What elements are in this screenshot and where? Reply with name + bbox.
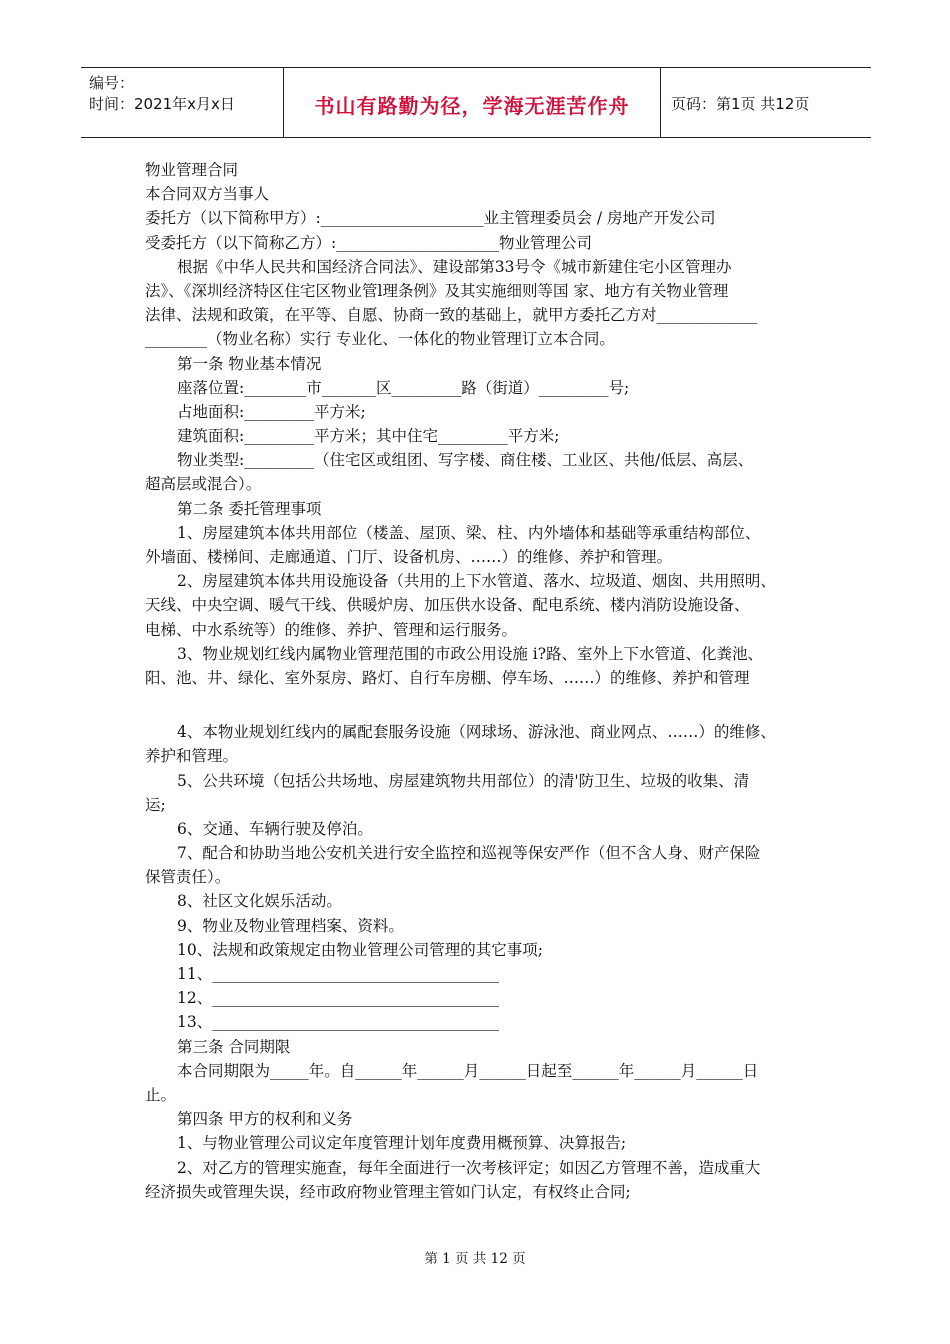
paragraph-line: 外墙面、楼梯间、走廊通道、门厅、设备机房、……）的维修、养护和管理。 [145, 548, 673, 566]
paragraph-line: 根据《中华人民共和国经济合同法》、建设部第33号令《城市新建住宅小区管理办 [177, 257, 732, 276]
paragraph-line: 阳、池、井、绿化、室外泵房、路灯、自行车房棚、停车场、……）的维修、养护和管理 [145, 668, 750, 687]
paragraph-line: 2、房屋建筑本体共用设施设备（共用的上下水管道、落水、垃圾道、烟囱、共用照明、 [177, 572, 776, 591]
paragraph-line: 8、社区文化娱乐活动。 [177, 892, 342, 911]
paragraph-line: 1、房屋建筑本体共用部位（楼盖、屋顶、梁、柱、内外墙体和基础等承重结构部位、 [177, 523, 761, 542]
document-date: 时间：2021年x月x日 [89, 95, 235, 113]
paragraph-line: 占地面积:_________平方米; [177, 402, 366, 421]
header-motto-cell [284, 68, 661, 137]
paragraph-line: 法律、法规和政策，在平等、自愿、协商一致的基础上，就甲方委托乙方对_____________ [145, 306, 758, 325]
paragraph-line: 建筑面积:_________平方米；其中住宅_________平方米; [177, 427, 560, 446]
page-number-info: 页码：第1页 共12页 [671, 95, 810, 113]
header-left-cell [81, 68, 284, 137]
paragraph-line: 6、交通、车辆行驶及停泊。 [177, 819, 373, 838]
paragraph-line: 12、_____________________________________ [177, 989, 499, 1008]
paragraph-line: 11、_____________________________________ [177, 965, 499, 983]
paragraph-line: 2、对乙方的管理实施查，每年全面进行一次考核评定；如因乙方管理不善，造成重大 [177, 1158, 761, 1177]
paragraph-line: 保管责任）。 [145, 868, 231, 887]
paragraph-line: 止。 [145, 1085, 177, 1104]
paragraph-line: 1、与物业管理公司议定年度管理计划年度费用概预算、决算报告; [177, 1134, 627, 1153]
paragraph-line: 7、配合和协助当地公安机关进行安全监控和巡视等保安严作（但不含人身、财产保险 [177, 844, 761, 863]
paragraph-line: 座落位置:________市_______区_________路（街道）_________号; [177, 378, 630, 397]
paragraph-line: ________（物业名称）实行 专业化、一体化的物业管理订立本合同。 [145, 330, 615, 349]
header-page-cell [661, 68, 871, 137]
header-table [81, 67, 871, 138]
article-heading: 第一条 物业基本情况 [177, 354, 322, 373]
document-code-label: 编号： [89, 74, 135, 92]
blank-space [145, 690, 820, 720]
document-title: 物业管理合同 [145, 161, 239, 179]
paragraph-line: 电梯、中水系统等）的维修、养护、管理和运行服务。 [145, 620, 518, 639]
paragraph-line: 经济损失或管理失误，经市政府物业管理主管如门认定，有权终止合同; [145, 1182, 631, 1201]
article-heading: 第四条 甲方的权利和义务 [177, 1110, 353, 1129]
article-heading: 第二条 委托管理事项 [177, 499, 322, 518]
contract-body [145, 158, 820, 1204]
paragraph-line: 天线、中央空调、暖气干线、供暖炉房、加压供水设备、配电系统、楼内消防设施设备、 [145, 596, 750, 615]
motto-text: 书山有路勤为径，学海无涯苦作舟 [314, 94, 630, 118]
paragraph-line: 9、物业及物业管理档案、资料。 [177, 916, 404, 935]
paragraph-line: 物业类型:_________（住宅区或组团、写字楼、商住楼、工业区、共他/低层、高层、 [177, 451, 754, 470]
paragraph-line: 13、_____________________________________ [177, 1013, 499, 1032]
article-heading: 第三条 合同期限 [177, 1037, 291, 1056]
page-footer: 第 1 页 共 12 页 [424, 1251, 526, 1267]
party-a-line: 委托方（以下简称甲方）:_____________________业主管理委员会 / 房地产开发公司 [145, 209, 716, 228]
paragraph-line: 法》、《深圳经济特区住宅区物业管l理条例》及其实施细则等国 家、地方有关物业管理 [145, 281, 729, 300]
parties-heading: 本合同双方当事人 [145, 185, 270, 204]
paragraph-line: 养护和管理。 [145, 747, 239, 766]
party-b-line: 受委托方（以下简称乙方）:_____________________物业管理公司 [145, 233, 592, 252]
paragraph-line: 5、公共环境（包括公共场地、房屋建筑物共用部位）的清'防卫生、垃圾的收集、清 [177, 771, 750, 790]
paragraph-line: 本合同期限为_____年。自______年______月______日起至______年______月______日 [177, 1061, 759, 1080]
paragraph-line: 3、物业规划红线内属物业管理范围的市政公用设施 i?路、室外上下水管道、化粪池、 [177, 644, 764, 663]
paragraph-line: 超高层或混合）。 [145, 475, 262, 494]
paragraph-line: 4、本物业规划红线内的属配套服务设施（网球场、游泳池、商业网点、……）的维修、 [177, 723, 776, 742]
paragraph-line: 10、法规和政策规定由物业管理公司管理的其它事项; [177, 940, 543, 959]
paragraph-line: 运; [145, 795, 166, 814]
